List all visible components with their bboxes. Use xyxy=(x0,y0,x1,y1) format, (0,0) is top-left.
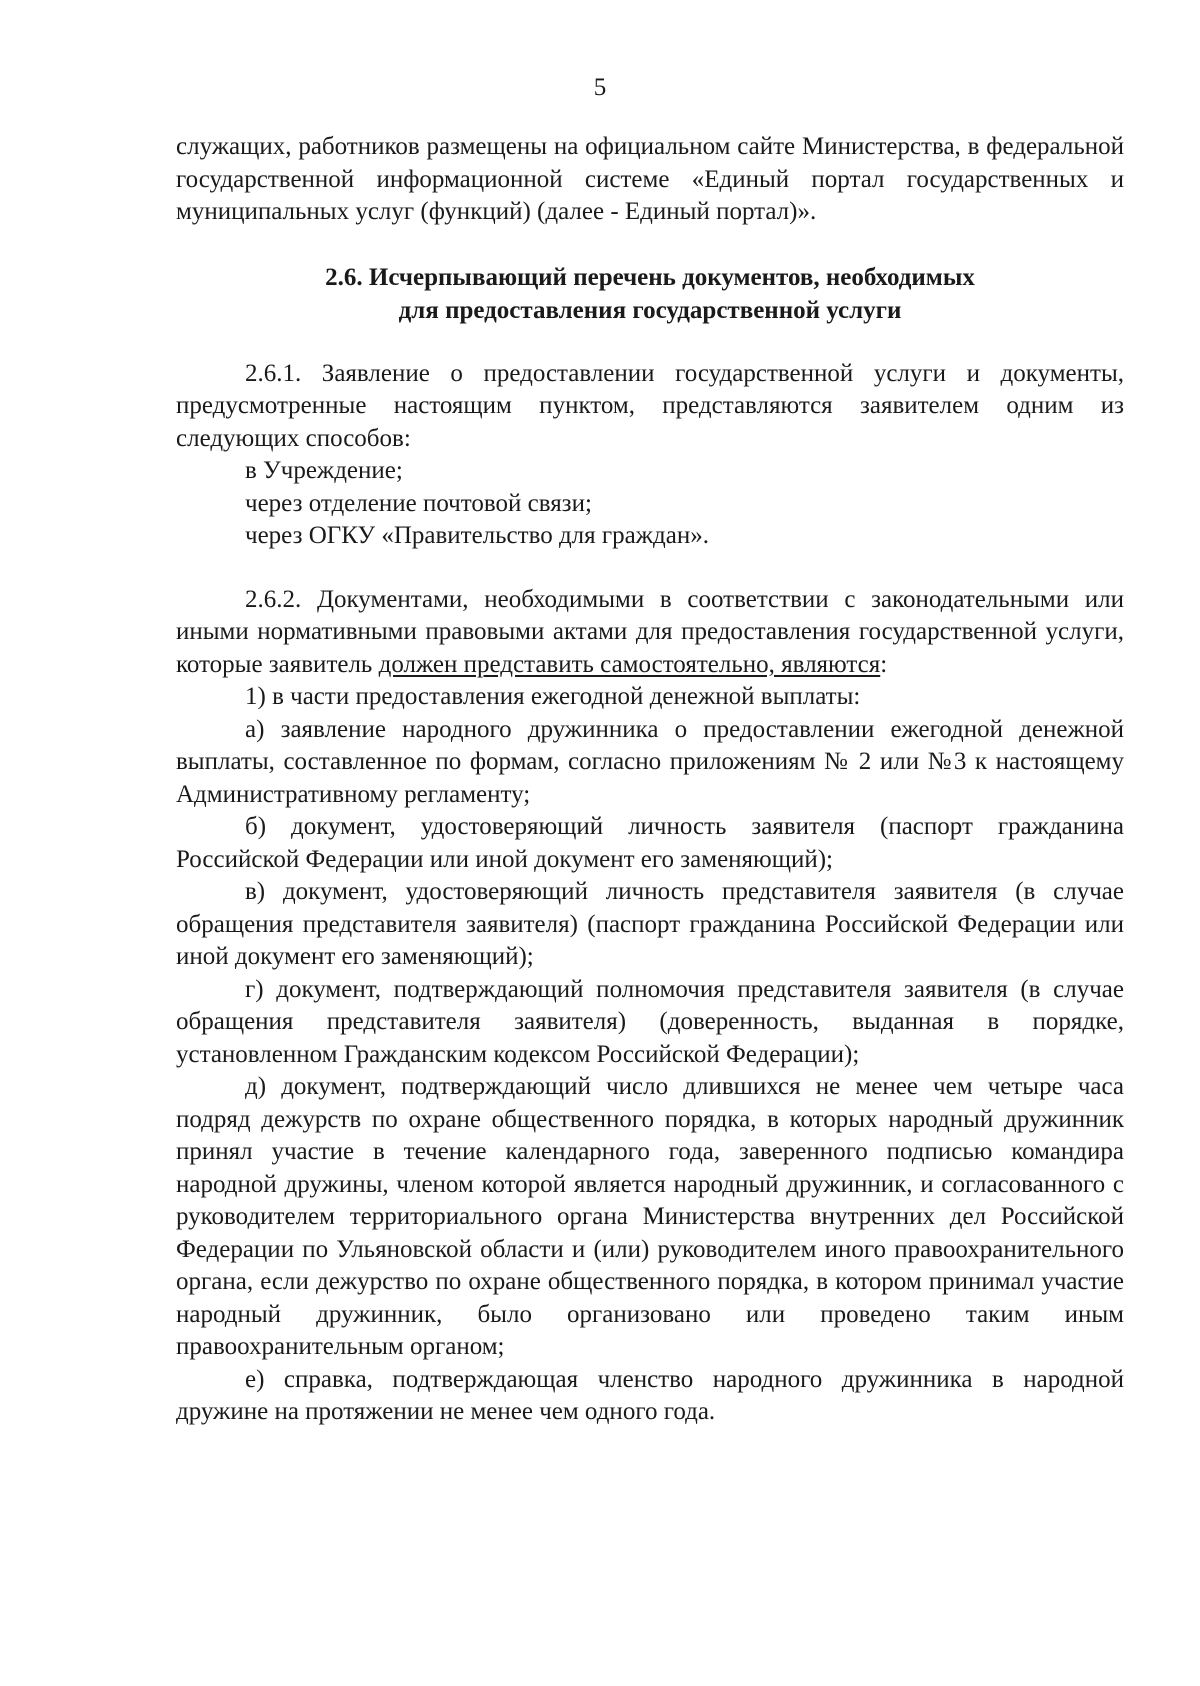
document-item-d: д) документ, подтверждающий число длившихся не менее чем четыре часа подряд дежурств по охране общественного порядка, в которых народный дружинник принял участие в течение календарного года, заверенного подписью командира народной дружины, членом которой является народный дружинник, и согласованного с руководителем территориального органа Министерства внутренних дел Российской Федерации по Ульяновской области и (или) руководителем иного правоохранительного органа, если дежурство по охране общественного порядка, в котором принимал участие народный дружинник, было организовано или проведено таким иным правоохранительным органом; xyxy=(176,1073,1124,1360)
clause-2-6-2 xyxy=(176,584,1124,682)
document-item-g: г) документ, подтверждающий полномочия представителя заявителя (в случае обращения представителя заявителя) (доверенность, выданная в порядке, установленном Гражданским кодексом Российской Федерации); xyxy=(176,975,1124,1068)
document-body xyxy=(176,131,1124,1429)
part-1-title: 1) в части предоставления ежегодной денежной выплаты: xyxy=(245,683,861,710)
clause-2-6-2-underlined: должен представить самостоятельно, являются xyxy=(378,650,881,678)
clause-2-6-2-end: : xyxy=(880,650,888,678)
clause-2-6-1: 2.6.1. Заявление о предоставлении государственной услуги и документы, предусмотренные настоящим пунктом, представляются заявителем одним из следующих способов: xyxy=(176,359,1124,452)
section-heading-line-1: 2.6. Исчерпывающий перечень документов, необходимых xyxy=(325,263,975,291)
intro-paragraph: служащих, работников размещены на официальном сайте Министерства, в федеральной государственной информационной системе «Единый портал государственных и муниципальных услуг (функций) (далее - Единый портал)». xyxy=(176,133,1124,225)
method-item: в Учреждение; xyxy=(245,457,403,484)
document-item-b: б) документ, удостоверяющий личность заявителя (паспорт гражданина Российской Федерации или иной документ его заменяющий); xyxy=(176,813,1124,873)
page-number: 5 xyxy=(593,74,607,101)
section-heading xyxy=(176,261,1124,327)
section-heading-line-2: для предоставления государственной услуги xyxy=(398,296,902,324)
document-item-e: е) справка, подтверждающая членство народного дружинника в народной дружине на протяжении не менее чем одного года. xyxy=(176,1365,1124,1425)
method-item: через ОГКУ «Правительство для граждан». xyxy=(245,522,709,549)
paragraph-gap xyxy=(176,553,1124,584)
method-item: через отделение почтовой связи; xyxy=(245,489,592,517)
document-item-v: в) документ, удостоверяющий личность представителя заявителя (в случае обращения представителя заявителя) (паспорт гражданина Российской Федерации или иной документ его заменяющий); xyxy=(176,878,1124,970)
document-item-a: а) заявление народного дружинника о предоставлении ежегодной денежной выплаты, составленное по формам, согласно приложениям № 2 или №3 к настоящему Административному регламенту; xyxy=(176,715,1124,808)
clause-2-6-2-text: 2.6.2. Документами, необходимыми в соответствии с законодательными или иными нормативными правовыми актами для предоставления государственной услуги, которые заявитель xyxy=(176,585,1124,678)
